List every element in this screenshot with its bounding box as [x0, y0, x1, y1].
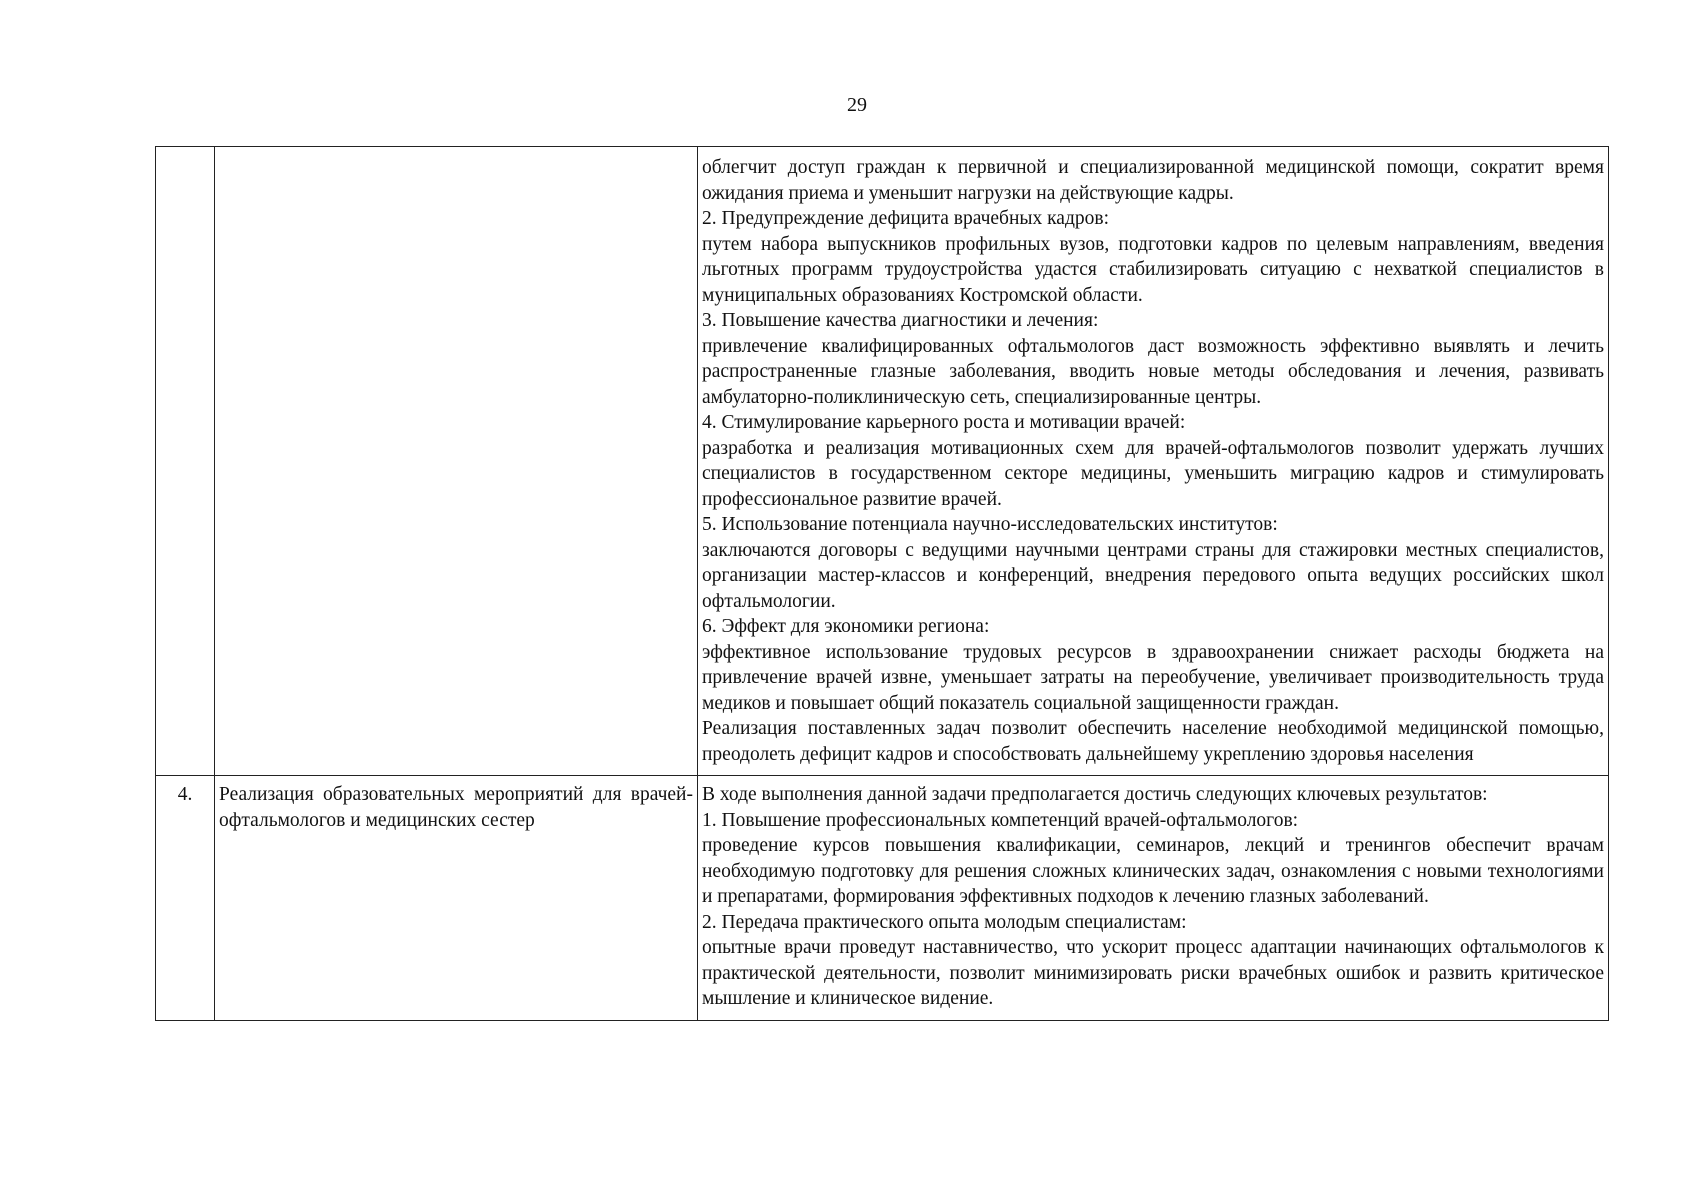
page-number: 29: [847, 94, 867, 116]
result-paragraph: разработка и реализация мотивационных схем для врачей-офтальмологов позволит удержать лучших специалистов в государственном секторе медицины, уменьшить миграцию кадров и стимулировать профессиональное развитие врачей.: [702, 437, 1604, 510]
result-heading: 3. Повышение качества диагностики и лечения:: [702, 310, 1099, 331]
result-heading: 2. Предупреждение дефицита врачебных кадров:: [702, 208, 1109, 229]
row-number-cell: 4.: [156, 776, 215, 1021]
result-heading: 4. Стимулирование карьерного роста и мотивации врачей:: [702, 412, 1186, 433]
task-cell: [215, 147, 698, 776]
result-intro: В ходе выполнения данной задачи предполагается достичь следующих ключевых результатов:: [702, 784, 1488, 805]
measures-table: [155, 146, 1609, 1021]
result-paragraph: опытные врачи проведут наставничество, что ускорит процесс адаптации начинающих офтальмологов к практической деятельности, позволит минимизировать риски врачебных ошибок и развить критическое мышление и клиническое видение.: [702, 937, 1604, 1009]
result-paragraph: проведение курсов повышения квалификации, семинаров, лекций и тренингов обеспечит врачам необходимую подготовку для решения сложных клинических задач, ознакомления с новыми технологиями и препаратами, формирования эффективных подходов к лечению глазных заболеваний.: [702, 835, 1604, 907]
result-paragraph: облегчит доступ граждан к первичной и специализированной медицинской помощи, сократит время ожидания приема и уменьшит нагрузки на действующие кадры.: [702, 157, 1604, 204]
result-cell: [698, 776, 1609, 1021]
result-conclusion: Реализация поставленных задач позволит обеспечить население необходимой медицинской помощью, преодолеть дефицит кадров и способствовать дальнейшему укреплению здоровья населения: [702, 718, 1604, 765]
result-paragraph: заключаются договоры с ведущими научными центрами страны для стажировки местных специалистов, организации мастер-классов и конференций, внедрения передового опыта ведущих российских школ офтальмологии.: [702, 539, 1604, 612]
result-paragraph: эффективное использование трудовых ресурсов в здравоохранении снижает расходы бюджета на привлечение врачей извне, уменьшает затраты на переобучение, увеличивает производительность труда медиков и повышает общий показатель социальной защищенности граждан.: [702, 641, 1604, 714]
result-cell: [698, 147, 1609, 776]
task-cell: Реализация образовательных мероприятий для врачей-офтальмологов и медицинских сестер: [215, 776, 698, 1021]
result-paragraph: привлечение квалифицированных офтальмологов даст возможность эффективно выявлять и лечить распространенные глазные заболевания, вводить новые методы обследования и лечения, развивать амбулаторно-поликлиническую сеть, специализированные центры.: [702, 335, 1604, 408]
row-number-cell: [156, 147, 215, 776]
result-heading: 1. Повышение профессиональных компетенций врачей-офтальмологов:: [702, 809, 1299, 831]
result-paragraph: путем набора выпускников профильных вузов, подготовки кадров по целевым направлениям, введения льготных программ трудоустройства удастся стабилизировать ситуацию с нехваткой специалистов в муниципальных образованиях Костромской области.: [702, 233, 1604, 306]
result-heading: 6. Эффект для экономики региона:: [702, 616, 990, 637]
result-heading: 2. Передача практического опыта молодым специалистам:: [702, 911, 1187, 933]
table-row: [156, 776, 1609, 1021]
table-row: [156, 147, 1609, 776]
result-heading: 5. Использование потенциала научно-исследовательских институтов:: [702, 514, 1278, 535]
